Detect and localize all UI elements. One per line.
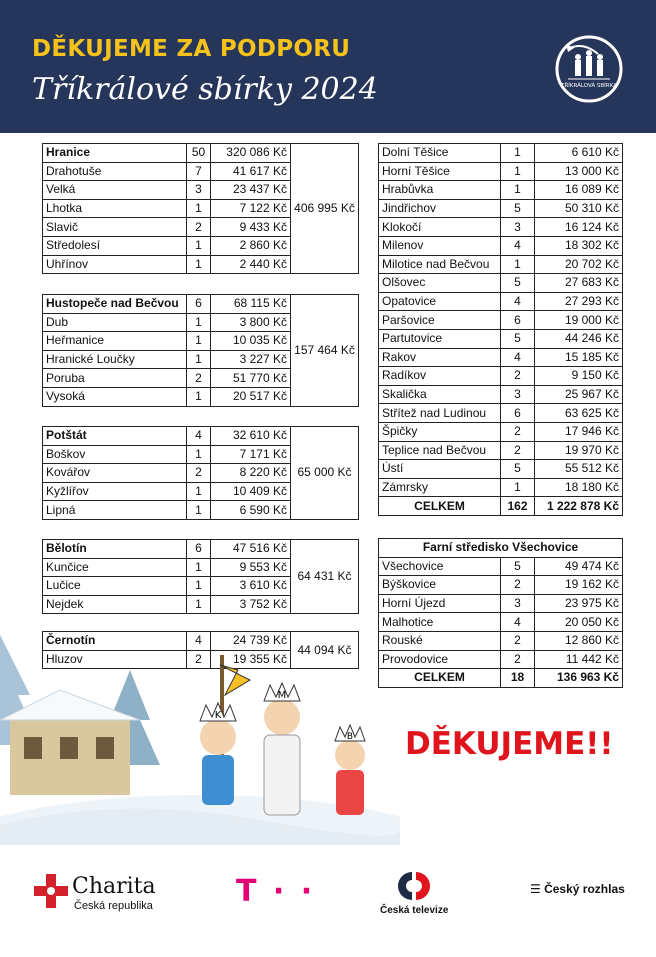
row-amount: 23 975 Kč <box>535 594 623 613</box>
row-name: Lhotka <box>43 199 187 218</box>
row-amount: 47 516 Kč <box>211 540 291 559</box>
table-hustopece <box>42 294 359 407</box>
table-row <box>379 385 623 404</box>
row-amount: 6 610 Kč <box>535 144 623 163</box>
row-count: 2 <box>501 441 535 460</box>
crown-k-letter: K <box>214 710 222 721</box>
total-count: 18 <box>501 669 535 688</box>
row-amount: 11 442 Kč <box>535 650 623 669</box>
row-name: Kyžlířov <box>43 482 187 501</box>
table-row <box>379 199 623 218</box>
row-count: 5 <box>501 460 535 479</box>
table-row <box>379 292 623 311</box>
row-count: 2 <box>501 650 535 669</box>
row-amount: 3 752 Kč <box>211 595 291 614</box>
row-amount: 55 512 Kč <box>535 460 623 479</box>
total-count: 162 <box>501 497 535 516</box>
row-amount: 9 553 Kč <box>211 558 291 577</box>
row-amount: 19 355 Kč <box>211 650 291 669</box>
row-name: Kovářov <box>43 464 187 483</box>
row-name: Rakov <box>379 348 501 367</box>
row-amount: 6 590 Kč <box>211 501 291 520</box>
row-name: Teplice nad Bečvou <box>379 441 501 460</box>
row-amount: 27 293 Kč <box>535 292 623 311</box>
row-amount: 7 171 Kč <box>211 445 291 464</box>
total-label: CELKEM <box>379 669 501 688</box>
row-amount: 13 000 Kč <box>535 162 623 181</box>
row-name: Partutovice <box>379 329 501 348</box>
row-amount: 50 310 Kč <box>535 199 623 218</box>
farni-title: Farní středisko Všechovice <box>379 539 623 558</box>
row-count: 2 <box>501 631 535 650</box>
row-name: Radíkov <box>379 367 501 386</box>
row-name: Hranice <box>43 144 187 163</box>
row-name: Bělotín <box>43 540 187 559</box>
table-row <box>379 422 623 441</box>
row-count: 1 <box>187 558 211 577</box>
total-amount: 1 222 878 Kč <box>535 497 623 516</box>
row-name: Dolní Těšice <box>379 144 501 163</box>
table-row <box>379 594 623 613</box>
table-row <box>379 144 623 163</box>
row-count: 3 <box>187 181 211 200</box>
row-amount: 3 610 Kč <box>211 577 291 596</box>
table-header-row <box>379 539 623 558</box>
total-row <box>379 497 623 516</box>
row-count: 2 <box>501 576 535 595</box>
row-name: Klokočí <box>379 218 501 237</box>
row-amount: 27 683 Kč <box>535 274 623 293</box>
row-name: Středolesí <box>43 236 187 255</box>
row-count: 1 <box>187 501 211 520</box>
row-amount: 19 000 Kč <box>535 311 623 330</box>
row-amount: 19 162 Kč <box>535 576 623 595</box>
telekom-logo: T · · <box>236 874 316 909</box>
table-row <box>379 576 623 595</box>
row-count: 1 <box>501 144 535 163</box>
row-count: 1 <box>501 255 535 274</box>
row-amount: 17 946 Kč <box>535 422 623 441</box>
group-total: 64 431 Kč <box>291 540 359 614</box>
ct-label: Česká televize <box>380 905 449 916</box>
row-count: 6 <box>187 540 211 559</box>
row-name: Poruba <box>43 369 187 388</box>
row-amount: 16 124 Kč <box>535 218 623 237</box>
row-name: Černotín <box>43 632 187 651</box>
row-count: 6 <box>501 404 535 423</box>
table-row <box>379 557 623 576</box>
row-count: 3 <box>501 218 535 237</box>
row-amount: 9 433 Kč <box>211 218 291 237</box>
table-farni-stredisko <box>378 538 623 688</box>
row-name: Milenov <box>379 236 501 255</box>
row-name: Střítež nad Ludinou <box>379 404 501 423</box>
cro-mark-icon: ☰ <box>530 882 545 896</box>
row-count: 1 <box>501 181 535 200</box>
winter-scene-illustration <box>0 625 400 845</box>
sponsor-logos <box>0 860 656 930</box>
row-amount: 23 437 Kč <box>211 181 291 200</box>
row-amount: 3 800 Kč <box>211 313 291 332</box>
row-amount: 20 050 Kč <box>535 613 623 632</box>
row-amount: 16 089 Kč <box>535 181 623 200</box>
crown-b-letter: B <box>346 732 354 742</box>
row-name: Dub <box>43 313 187 332</box>
thanks-heading: DĚKUJEME!! <box>405 726 614 762</box>
row-name: Velká <box>43 181 187 200</box>
row-count: 4 <box>501 348 535 367</box>
row-name: Slavič <box>43 218 187 237</box>
row-count: 1 <box>187 313 211 332</box>
row-name: Paršovice <box>379 311 501 330</box>
table-row <box>379 404 623 423</box>
row-amount: 7 122 Kč <box>211 199 291 218</box>
row-amount: 41 617 Kč <box>211 162 291 181</box>
table-belotin <box>42 539 359 614</box>
total-label: CELKEM <box>379 497 501 516</box>
charita-cross-icon <box>34 874 68 908</box>
row-name: Lučice <box>43 577 187 596</box>
group-total: 157 464 Kč <box>291 295 359 407</box>
table-row <box>379 162 623 181</box>
group-total: 44 094 Kč <box>291 632 359 669</box>
table-row <box>43 144 359 163</box>
row-count: 1 <box>187 332 211 351</box>
table-row <box>379 650 623 669</box>
row-count: 1 <box>187 595 211 614</box>
table-row <box>43 295 359 314</box>
crown-m-letter: M <box>277 690 287 701</box>
row-count: 2 <box>187 369 211 388</box>
row-count: 1 <box>187 236 211 255</box>
row-name: Býškovice <box>379 576 501 595</box>
row-count: 4 <box>501 613 535 632</box>
row-name: Potštát <box>43 427 187 446</box>
row-name: Skalička <box>379 385 501 404</box>
row-amount: 44 246 Kč <box>535 329 623 348</box>
row-count: 1 <box>187 255 211 274</box>
row-amount: 12 860 Kč <box>535 631 623 650</box>
row-amount: 25 967 Kč <box>535 385 623 404</box>
row-amount: 2 860 Kč <box>211 236 291 255</box>
table-row <box>379 478 623 497</box>
row-count: 2 <box>187 650 211 669</box>
row-count: 1 <box>187 445 211 464</box>
row-name: Hranické Loučky <box>43 350 187 369</box>
row-name: Zámrsky <box>379 478 501 497</box>
row-count: 5 <box>501 557 535 576</box>
table-row <box>379 441 623 460</box>
row-amount: 68 115 Kč <box>211 295 291 314</box>
row-count: 3 <box>501 594 535 613</box>
table-row <box>379 218 623 237</box>
table-row <box>379 274 623 293</box>
total-amount: 136 963 Kč <box>535 669 623 688</box>
row-count: 2 <box>187 464 211 483</box>
table-row <box>379 255 623 274</box>
trikralova-sbirka-logo <box>554 34 624 104</box>
table-row <box>43 427 359 446</box>
row-count: 5 <box>501 329 535 348</box>
table-row <box>379 631 623 650</box>
row-count: 3 <box>501 385 535 404</box>
row-count: 1 <box>187 577 211 596</box>
row-amount: 9 150 Kč <box>535 367 623 386</box>
table-row <box>379 311 623 330</box>
row-name: Olšovec <box>379 274 501 293</box>
row-name: Špičky <box>379 422 501 441</box>
table-row <box>379 367 623 386</box>
cro-label: Český rozhlas <box>544 882 625 896</box>
row-count: 4 <box>501 236 535 255</box>
row-name: Uhřínov <box>43 255 187 274</box>
row-amount: 320 086 Kč <box>211 144 291 163</box>
row-name: Rouské <box>379 631 501 650</box>
row-count: 4 <box>187 427 211 446</box>
row-name: Horní Újezd <box>379 594 501 613</box>
row-name: Lipná <box>43 501 187 520</box>
row-name: Hustopeče nad Bečvou <box>43 295 187 314</box>
table-row <box>379 460 623 479</box>
row-name: Nejdek <box>43 595 187 614</box>
table-potstat <box>42 426 359 520</box>
row-amount: 10 035 Kč <box>211 332 291 351</box>
charita-sub: Česká republika <box>74 900 153 912</box>
row-count: 5 <box>501 274 535 293</box>
row-name: Jindřichov <box>379 199 501 218</box>
title-line-2: Tříkrálové sbírky 2024 <box>32 72 378 107</box>
row-amount: 15 185 Kč <box>535 348 623 367</box>
table-row <box>43 540 359 559</box>
row-count: 2 <box>501 367 535 386</box>
header-banner <box>0 0 656 133</box>
row-name: Všechovice <box>379 557 501 576</box>
row-count: 2 <box>501 422 535 441</box>
table-row <box>379 236 623 255</box>
row-amount: 51 770 Kč <box>211 369 291 388</box>
row-name: Provodovice <box>379 650 501 669</box>
row-amount: 8 220 Kč <box>211 464 291 483</box>
table-row <box>379 329 623 348</box>
row-count: 1 <box>501 478 535 497</box>
row-count: 6 <box>501 311 535 330</box>
row-count: 7 <box>187 162 211 181</box>
table-row <box>379 348 623 367</box>
logo-text: TŘÍKRÁLOVÁ SBÍRKA <box>561 83 617 89</box>
row-count: 2 <box>187 218 211 237</box>
row-name: Drahotuše <box>43 162 187 181</box>
group-total: 406 995 Kč <box>291 144 359 274</box>
row-amount: 10 409 Kč <box>211 482 291 501</box>
row-name: Malhotice <box>379 613 501 632</box>
row-name: Opatovice <box>379 292 501 311</box>
row-amount: 2 440 Kč <box>211 255 291 274</box>
row-name: Vysoká <box>43 387 187 406</box>
total-row <box>379 669 623 688</box>
cesky-rozhlas-logo <box>530 882 625 896</box>
row-amount: 3 227 Kč <box>211 350 291 369</box>
row-count: 1 <box>187 350 211 369</box>
row-count: 4 <box>501 292 535 311</box>
row-name: Ústí <box>379 460 501 479</box>
row-count: 5 <box>501 199 535 218</box>
row-count: 1 <box>187 387 211 406</box>
ct-mark-icon <box>394 870 434 902</box>
row-amount: 20 702 Kč <box>535 255 623 274</box>
row-amount: 24 739 Kč <box>211 632 291 651</box>
row-amount: 20 517 Kč <box>211 387 291 406</box>
table-row <box>379 613 623 632</box>
row-amount: 63 625 Kč <box>535 404 623 423</box>
row-count: 6 <box>187 295 211 314</box>
row-amount: 18 180 Kč <box>535 478 623 497</box>
row-count: 1 <box>187 199 211 218</box>
table-row <box>379 181 623 200</box>
row-amount: 32 610 Kč <box>211 427 291 446</box>
row-name: Horní Těšice <box>379 162 501 181</box>
row-name: Hluzov <box>43 650 187 669</box>
table-villages <box>378 143 623 516</box>
group-total: 65 000 Kč <box>291 427 359 520</box>
row-count: 1 <box>501 162 535 181</box>
table-hranice <box>42 143 359 274</box>
row-name: Kunčice <box>43 558 187 577</box>
row-amount: 49 474 Kč <box>535 557 623 576</box>
row-name: Milotice nad Bečvou <box>379 255 501 274</box>
row-name: Hrabůvka <box>379 181 501 200</box>
row-count: 4 <box>187 632 211 651</box>
row-amount: 18 302 Kč <box>535 236 623 255</box>
row-name: Heřmanice <box>43 332 187 351</box>
title-line-1: DĚKUJEME ZA PODPORU <box>32 36 351 62</box>
row-count: 50 <box>187 144 211 163</box>
row-name: Boškov <box>43 445 187 464</box>
row-amount: 19 970 Kč <box>535 441 623 460</box>
row-count: 1 <box>187 482 211 501</box>
charita-name: Charita <box>72 874 156 899</box>
